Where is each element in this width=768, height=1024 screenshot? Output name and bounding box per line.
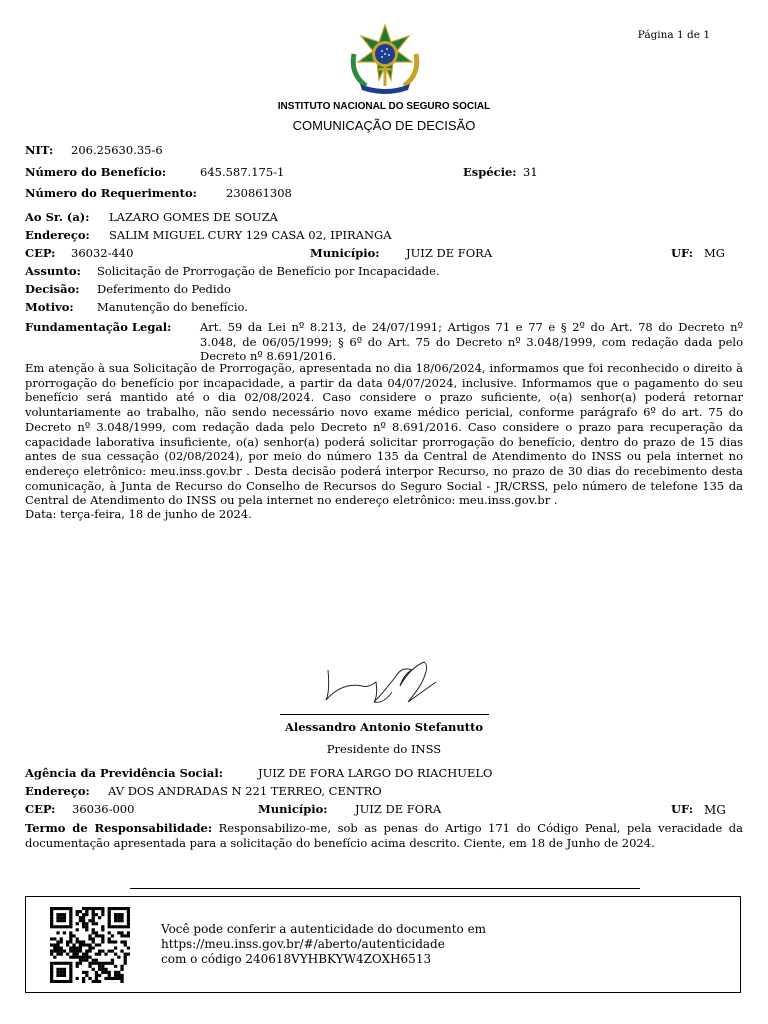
termo-label: Termo de Responsabilidade: [25,821,213,835]
municipio-label: Município: [310,246,380,260]
decisao-label: Decisão: [25,282,80,296]
especie-value: 31 [523,165,538,179]
decision-body-text: Em atenção à sua Solicitação de Prorrogação, apresentada no dia 18/06/2024, informamos que foi reconhecido o direito à prorrogação do benefício por incapacidade, a partir da data 04/07/2024, inclusive. Informamos que o pagamento do seu benefício será mantido até o dia 02/08/2024. Caso considere o prazo suficiente, o(a) senhor(a) poderá retornar voluntariamente ao trabalho, não sendo necessário novo exame médico pericial, conforme parágrafo 6º do art. 75 do Decreto nº 3.048/1999, com redação dada pelo Decreto nº 8.691/2016. Caso considere o prazo para recuperação da capacidade laborativa insuficiente, o(a) senhor(a) poderá solicitar prorrogação do benefício, dentro do prazo de 15 dias antes de sua cessação (02/08/2024), por meio do número 135 da Central de Atendimento do INSS ou pela internet no endereço eletrônico: meu.inss.gov.br . Desta decisão poderá interpor Recurso, no prazo de 30 dias do recebimento desta comunicação, à Junta de Recurso do Conselho de Recursos do Seguro Social - JR/CRSS, pelo número de telefone 135 da Central de Atendimento do INSS ou pela internet no endereço eletrônico: meu.inss.gov.br . [25,361,743,508]
uf-label: UF: [671,246,694,260]
uf-value: MG [704,246,725,260]
page-number: Página 1 de 1 [637,29,710,41]
nit-label: NIT: [25,143,54,157]
cep-label: CEP: [25,246,56,260]
agencia-label: Agência da Previdência Social: [25,766,223,780]
termo-text: Responsabilizo-me, sob as penas do Artigo 171 do Código Penal, pela veracidade da documentação apresentada para a solicitação do benefício acima descrito. Ciente, em 18 de Junho de 2024. [25,821,744,850]
ao-sr-value: LAZARO GOMES DE SOUZA [109,210,278,224]
fundamentacao-text: Art. 59 da Lei nº 8.213, de 24/07/1991; Artigos 71 e 77 e § 2º do Art. 78 do Decreto nº 3.048, de 06/05/1999; § 6º do Art. 75 do Decreto nº 3.048/1999, com redação dada pelo Decreto nº 8.691/2016. [200,320,743,364]
agency-uf-label: UF: [671,802,694,816]
signature-image [318,652,446,714]
beneficio-label: Número do Benefício: [25,165,167,179]
motivo-value: Manutenção do benefício. [97,300,248,314]
verification-url[interactable]: https://meu.inss.gov.br/#/aberto/autenticidade [161,937,445,951]
agency-endereco-value: AV DOS ANDRADAS N 221 TERREO, CENTRO [108,784,382,798]
requerimento-value: 230861308 [226,186,292,200]
agency-municipio-value: JUIZ DE FORA [355,802,442,816]
agency-cep-value: 36036-000 [72,802,135,816]
signatory-name: Alessandro Antonio Stefanutto [284,720,484,734]
qr-code-icon [50,907,130,983]
assunto-value: Solicitação de Prorrogação de Benefício por Incapacidade. [97,264,440,278]
brazil-coat-of-arms-icon [346,24,424,94]
municipio-value: JUIZ DE FORA [406,246,493,260]
especie-label: Espécie: [463,165,517,179]
signatory-role: Presidente do INSS [326,742,442,756]
separator-line [130,888,640,889]
motivo-label: Motivo: [25,300,74,314]
fundamentacao-label: Fundamentação Legal: [25,320,172,334]
signature-line [280,714,489,715]
verification-box [25,896,741,993]
decisao-value: Deferimento do Pedido [97,282,231,296]
verification-code: com o código 240618VYHBKYW4ZOXH6513 [161,952,432,966]
document-title: COMUNICAÇÃO DE DECISÃO [292,118,476,133]
endereco-value: SALIM MIGUEL CURY 129 CASA 02, IPIRANGA [109,228,392,242]
date-line: Data: terça-feira, 18 de junho de 2024. [25,507,252,521]
ao-sr-label: Ao Sr. (a): [25,210,90,224]
assunto-label: Assunto: [25,264,81,278]
agency-municipio-label: Município: [258,802,328,816]
agency-cep-label: CEP: [25,802,56,816]
endereco-label: Endereço: [25,228,90,242]
nit-value: 206.25630.35-6 [71,143,163,157]
agency-endereco-label: Endereço: [25,784,90,798]
termo-paragraph [25,821,743,850]
agencia-value: JUIZ DE FORA LARGO DO RIACHUELO [258,766,493,780]
verification-line-1: Você pode conferir a autenticidade do documento em [161,922,487,936]
institution-title: INSTITUTO NACIONAL DO SEGURO SOCIAL [277,101,491,112]
agency-uf-value: MG [704,803,726,817]
beneficio-value: 645.587.175-1 [200,165,285,179]
requerimento-label: Número do Requerimento: [25,186,197,200]
cep-value: 36032-440 [71,246,134,260]
